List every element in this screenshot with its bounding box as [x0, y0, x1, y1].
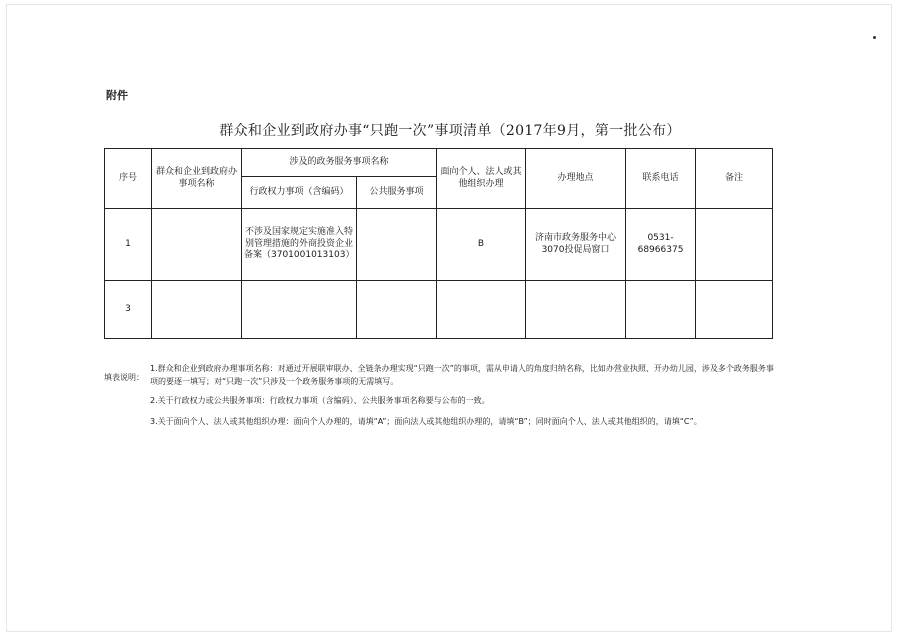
cell-phone	[626, 281, 696, 339]
cell-target	[437, 281, 526, 339]
header-target: 面向个人、法人或其他组织办理	[437, 149, 526, 209]
cell-phone: 0531-68966375	[626, 209, 696, 281]
item-list-table	[104, 148, 773, 339]
cell-location: 济南市政务服务中心3070投促局窗口	[526, 209, 626, 281]
cell-target: B	[437, 209, 526, 281]
header-public-service: 公共服务事项	[357, 177, 437, 209]
header-item-name: 群众和企业到政府办事项名称	[152, 149, 242, 209]
document-title: 群众和企业到政府办事“只跑一次”事项清单（2017年9月，第一批公布）	[219, 123, 681, 139]
cell-item-name	[152, 209, 242, 281]
attachment-label: 附件	[106, 89, 128, 102]
cell-public-service	[357, 281, 437, 339]
header-location: 办理地点	[526, 149, 626, 209]
table-row	[105, 209, 773, 281]
cell-public-service	[357, 209, 437, 281]
header-services-group: 涉及的政务服务事项名称	[242, 149, 437, 177]
instruction-item-1: 1.群众和企业到政府办理事项名称：对通过开展联审联办、全链条办理实现“只跑一次”的事项，需从申请人的角度归纳名称，比如办营业执照、开办幼儿园，涉及多个政务服务事项的要逐一填写；对“只跑一次”只涉及一个政务服务事项的无需填写。	[150, 364, 774, 386]
cell-admin-power: 不涉及国家规定实施准入特别管理措施的外商投资企业备案（3701001013103）	[242, 209, 357, 281]
cell-remark	[696, 209, 773, 281]
instruction-item-2: 2.关于行政权力或公共服务事项：行政权力事项（含编码）、公共服务事项名称要与公布的一致。	[150, 396, 490, 405]
cell-location	[526, 281, 626, 339]
header-remark: 备注	[696, 149, 773, 209]
header-phone: 联系电话	[626, 149, 696, 209]
header-row-1	[105, 149, 773, 177]
scan-dot	[873, 36, 876, 39]
header-seq: 序号	[105, 149, 152, 209]
cell-seq: 3	[105, 281, 152, 339]
header-admin-power: 行政权力事项（含编码）	[242, 177, 357, 209]
cell-remark	[696, 281, 773, 339]
instructions-label: 填表说明：	[104, 373, 144, 382]
cell-admin-power	[242, 281, 357, 339]
cell-item-name	[152, 281, 242, 339]
table-row	[105, 281, 773, 339]
cell-seq: 1	[105, 209, 152, 281]
instruction-item-3: 3.关于面向个人、法人或其他组织办理：面向个人办理的，请填“A”；面向法人或其他组织办理的，请填“B”；同时面向个人、法人或其他组织的，请填“C”。	[150, 417, 702, 426]
